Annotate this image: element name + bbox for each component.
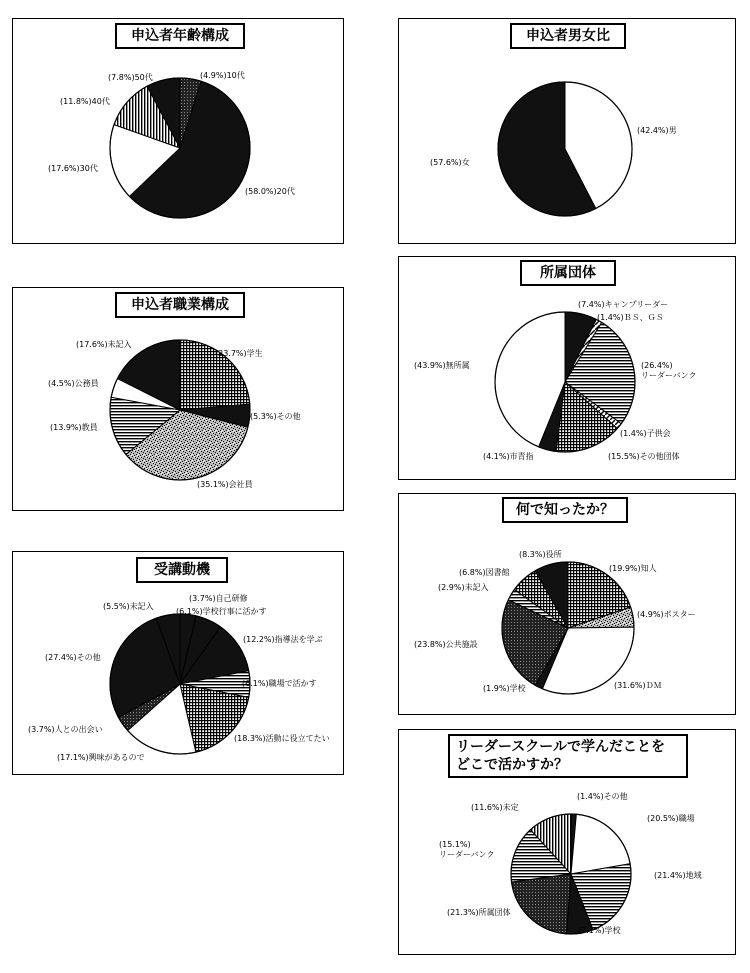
- pie-label-group-6: (43.9%)無所属: [414, 361, 470, 370]
- pie-label-age-4: (7.8%)50代: [108, 73, 153, 82]
- chart-title-age: 申込者年齢構成: [115, 23, 245, 49]
- pie-label-source-0: (19.9%)知人: [609, 564, 657, 573]
- pie-label2-group-2: リーダーバンク: [641, 371, 697, 380]
- pie-label-motive-7: (27.4%)その他: [45, 653, 101, 662]
- pie-label-age-3: (11.8%)40代: [60, 97, 110, 106]
- pie-label-motive-1: (6.1%)学校行事に活かす: [176, 607, 267, 616]
- pie-label-source-7: (8.3%)役所: [519, 550, 562, 559]
- pie-label-motive-6: (3.7%)人との出会い: [28, 725, 103, 734]
- pie-label-motive-8: (5.5%)未記入: [103, 602, 154, 611]
- pie-label-group-1: (1.4%)ＢＳ、ＧＳ: [597, 313, 664, 322]
- chart-title-gender: 申込者男女比: [510, 23, 626, 49]
- pie-label2-apply-5: リーダーバンク: [439, 850, 495, 859]
- pie-label-age-2: (17.6%)30代: [48, 164, 98, 173]
- pie-label-occupation-1: (5.3%)その他: [250, 412, 301, 421]
- chart-title-apply-line1: リーダースクールで学んだことを: [456, 739, 666, 755]
- pie-label-source-5: (2.9%)未記入: [438, 583, 489, 592]
- chart-title-motive: 受講動機: [136, 557, 228, 583]
- pie-label-group-0: (7.4%)キャンプリーダー: [578, 300, 669, 309]
- pie-label-group-5: (4.1%)市青指: [483, 452, 534, 461]
- pie-label-gender-0: (42.4%)男: [637, 126, 677, 135]
- pie-label-occupation-4: (4.5%)公務員: [48, 379, 99, 388]
- pie-label-apply-4: (21.3%)所属団体: [447, 908, 511, 917]
- pie-label-source-4: (23.8%)公共施設: [414, 640, 478, 649]
- pie-label-age-1: (58.0%)20代: [245, 187, 295, 196]
- pie-label-motive-2: (12.2%)指導法を学ぶ: [243, 635, 323, 644]
- pie-label-motive-3: (6.1%)職場で活かす: [242, 679, 317, 688]
- pie-label-apply-6: (11.6%)未定: [471, 803, 519, 812]
- pie-slice-apply-4: [512, 874, 571, 934]
- pie-label-occupation-2: (35.1%)会社員: [197, 480, 253, 489]
- pie-label-source-2: (31.6%)ＤＭ: [614, 681, 662, 690]
- pie-label-gender-1: (57.6%)女: [430, 158, 470, 167]
- pie-label-source-3: (1.9%)学校: [483, 684, 526, 693]
- pie-label-occupation-3: (13.9%)教員: [50, 423, 98, 432]
- pie-label-source-1: (4.9%)ポスター: [637, 610, 696, 619]
- pie-label-age-0: (4.9%)10代: [200, 71, 245, 80]
- chart-title-source: 何で知ったか？: [502, 497, 628, 523]
- pie-label-apply-0: (1.4%)その他: [577, 792, 628, 801]
- pie-label-motive-4: (18.3%)活動に役立てたい: [234, 734, 330, 743]
- pie-label-motive-5: (17.1%)興味があるので: [57, 753, 145, 762]
- chart-title-occupation: 申込者職業構成: [115, 292, 245, 318]
- pie-label-group-4: (15.5%)その他団体: [608, 452, 680, 461]
- pie-label-apply-2: (21.4%)地域: [654, 871, 702, 880]
- pie-label-apply-3: (7.1%)学校: [578, 926, 621, 935]
- pie-label-occupation-5: (17.6%)未記入: [76, 340, 132, 349]
- chart-title-apply-line2: どこで活かすか？: [456, 757, 568, 773]
- pie-label-apply-1: (20.5%)職場: [647, 814, 695, 823]
- pie-label-source-6: (6.8%)図書館: [459, 568, 510, 577]
- pie-label-occupation-0: (23.7%)学生: [215, 349, 263, 358]
- chart-title-group: 所属団体: [520, 260, 616, 286]
- pie-label-motive-0: (3.7%)自己研修: [189, 594, 248, 603]
- pie-apply: [439, 791, 702, 935]
- pie-label-group-2: (26.4%): [641, 361, 673, 370]
- pie-label-apply-5: (15.1%): [439, 840, 471, 849]
- pie-label-group-3: (1.4%)子供会: [620, 429, 671, 438]
